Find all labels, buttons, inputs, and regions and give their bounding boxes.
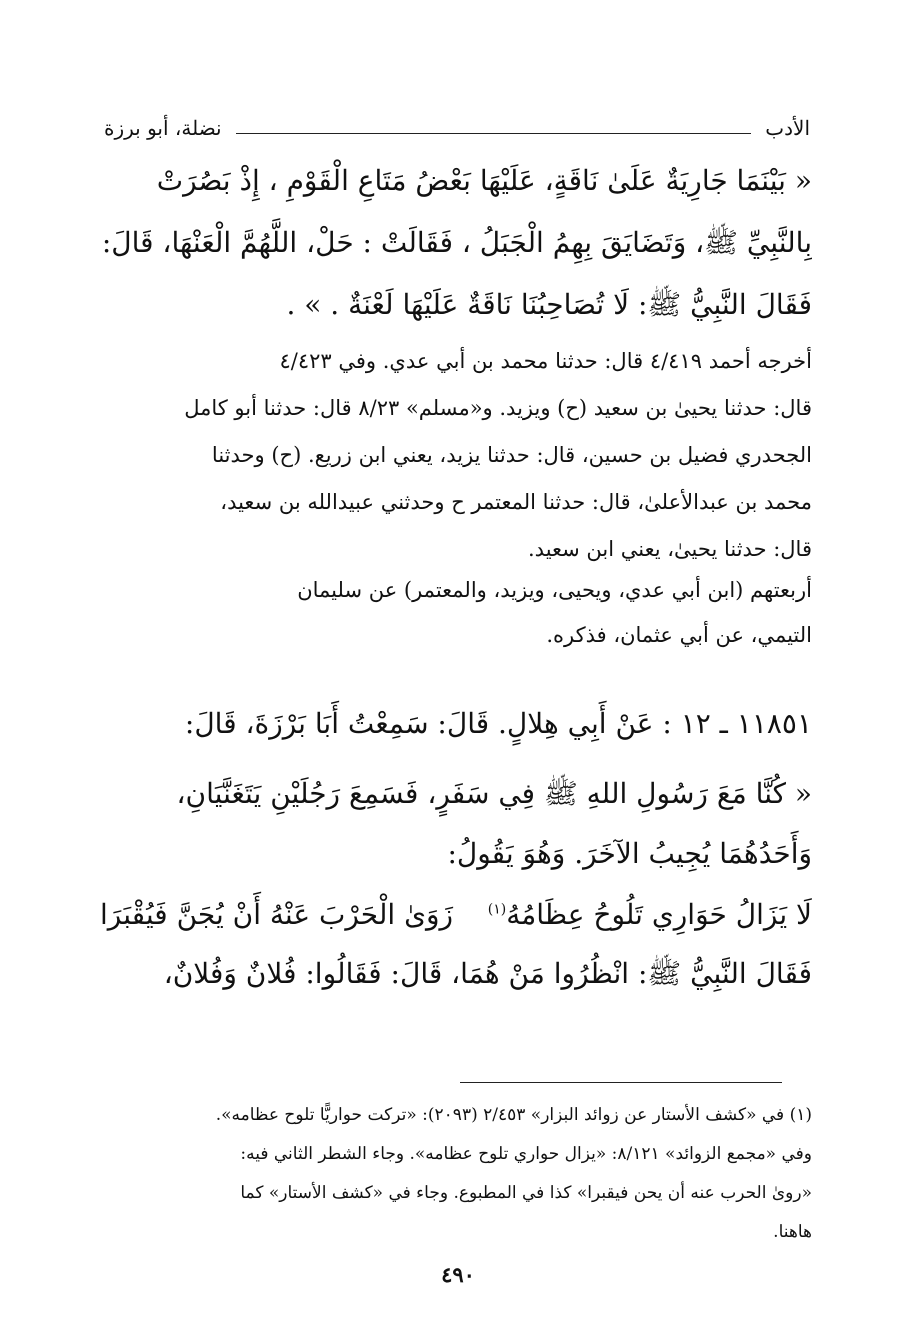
hadith-text-1 xyxy=(100,150,812,336)
hadith-heading: ١١٨٥١ ـ ١٢ : عَنْ أَبِي هِلالٍ. قَالَ: سَمِعْتُ أَبَا بَرْزَةَ، قَالَ: xyxy=(184,707,812,740)
hadith-line: فَقَالَ النَّبِيُّ ﷺ: انْظُرُوا مَنْ هُمَا، قَالَ: فَقَالُوا: فُلانٌ وَفُلانٌ، xyxy=(163,957,812,990)
section-title: نضلة، أبو برزة xyxy=(104,116,222,140)
hadith-text-2 xyxy=(100,764,812,884)
hadith-line: « كُنَّا مَعَ رَسُولِ اللهِ ﷺ فِي سَفَرٍ، فَسَمِعَ رَجُلَيْنِ يَتَغَنَّيَانِ، xyxy=(176,777,812,810)
footnote-marker[interactable]: (١) xyxy=(487,901,507,918)
poem-first-hemistich xyxy=(488,898,812,931)
chapter-title: الأدب xyxy=(765,116,810,140)
footnotes xyxy=(100,1096,812,1252)
footnote-line: هاهنا. xyxy=(773,1222,812,1242)
footnote-line: (١) في «كشف الأستار عن زوائد البزار» ٢/٤٥٣ (٢٠٩٣): «تركت حواريًّا تلوح عظامه». xyxy=(215,1105,812,1125)
hadith-line: « بَيْنَمَا جَارِيَةٌ عَلَىٰ نَاقَةٍ، عَلَيْهَا بَعْضُ مَتَاعِ الْقَوْمِ ، إِذْ بَصُرَتْ xyxy=(156,164,812,197)
running-header xyxy=(104,112,810,144)
takhrij-line: الجحدري فضيل بن حسين، قال: حدثنا يزيد، يعني ابن زريع. (ح) وحدثنا xyxy=(211,443,812,467)
hadith-line: فَقَالَ النَّبِيُّ ﷺ: لَا تُصَاحِبُنَا نَاقَةٌ عَلَيْهَا لَعْنَةٌ . » . xyxy=(286,288,812,321)
hadith-line: بِالنَّبِيِّ ﷺ، وَتَضَايَقَ بِهِمُ الْجَبَلُ ، فَقَالَتْ : حَلْ، اللَّهُمَّ الْعَنْهَا، قَالَ: xyxy=(101,226,812,259)
takhrij-paragraph-1 xyxy=(100,338,812,573)
takhrij-line: أربعتهم (ابن أبي عدي، ويحيى، ويزيد، والمعتمر) عن سليمان xyxy=(297,578,812,602)
takhrij-line: قال: حدثنا يحيىٰ بن سعيد (ح) ويزيد. و«مسلم» ٨/٢٣ قال: حدثنا أبو كامل xyxy=(184,396,812,420)
hadith-line: وَأَحَدُهُمَا يُجِيبُ الآخَرَ. وَهُوَ يَقُولُ: xyxy=(447,837,812,870)
takhrij-line: محمد بن عبدالأعلىٰ، قال: حدثنا المعتمر ح وحدثني عبيدالله بن سعيد، xyxy=(220,490,812,514)
takhrij-line: التيمي، عن أبي عثمان، فذكره. xyxy=(546,623,812,647)
takhrij-paragraph-2 xyxy=(100,568,812,658)
header-rule xyxy=(236,133,752,134)
poem-verse xyxy=(100,884,812,944)
takhrij-line: قال: حدثنا يحيىٰ، يعني ابن سعيد. xyxy=(528,537,812,561)
footnote-line: «روىٰ الحرب عنه أن يحن فيقبرا» كذا في المطبوع. وجاء في «كشف الأستار» كما xyxy=(240,1183,812,1203)
page-number: ٤٩٠ xyxy=(441,1262,475,1287)
hadith-text-2-continued xyxy=(100,944,812,1004)
footnote-separator xyxy=(460,1082,782,1083)
hadith-number-line xyxy=(100,694,812,754)
takhrij-line: أخرجه أحمد ٤/٤١٩ قال: حدثنا محمد بن أبي عدي. وفي ٤/٤٢٣ xyxy=(279,349,812,373)
poem-hemistich-text: لَا يَزَالُ حَوَارِي تَلُوحُ عِظَامُهُ xyxy=(506,897,812,931)
poem-second-hemistich: زَوَىٰ الْحَرْبَ عَنْهُ أَنْ يُجَنَّ فَيُقْبَرَا xyxy=(100,897,454,931)
footnote-line: وفي «مجمع الزوائد» ٨/١٢١: «يزال حواري تلوح عظامه». وجاء الشطر الثاني فيه: xyxy=(240,1144,812,1164)
